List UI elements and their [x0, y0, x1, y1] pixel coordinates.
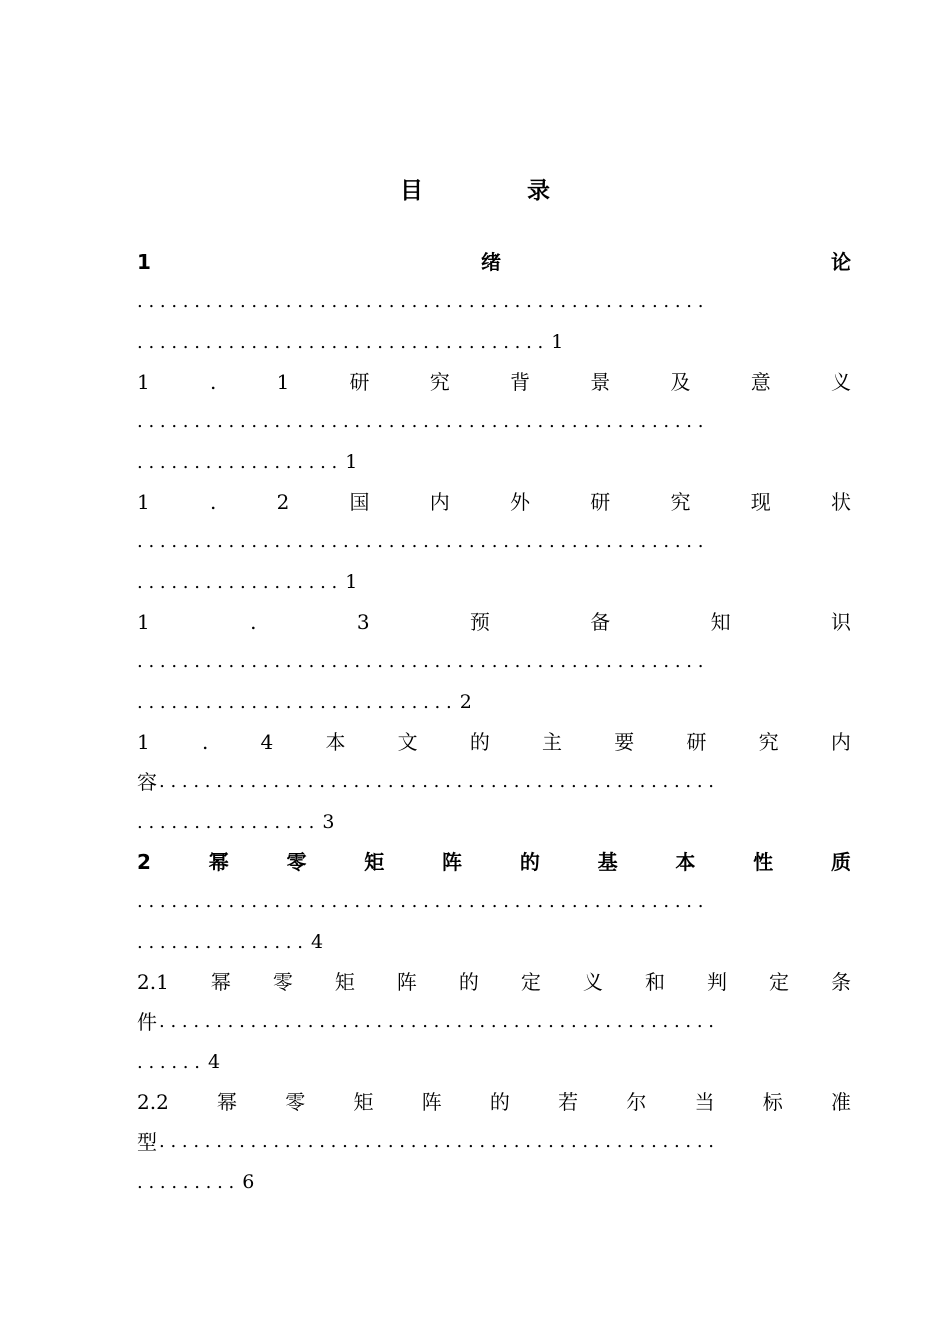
- toc-heading-part: 3: [356, 610, 370, 634]
- toc-heading-part: 究: [670, 490, 691, 514]
- toc-entry-heading[interactable]: [137, 1089, 851, 1115]
- toc-page-number[interactable]: 4: [207, 1051, 221, 1073]
- toc-dot-leader: [137, 769, 851, 795]
- toc-page-line: [137, 689, 472, 715]
- toc-end-dots: . . . . . . . . . . . . . . . . . . . . . . . . . . . .: [137, 692, 452, 713]
- toc-page-line: [137, 929, 323, 955]
- toc-dot-leader: . . . . . . . . . . . . . . . . . . . . . . . . . . . . . . . . . . . . . . . . . . . . . . . . . .: [137, 531, 704, 552]
- toc-heading-part: 1: [137, 730, 150, 754]
- toc-heading-part: 内: [830, 730, 851, 754]
- toc-heading-part: 绪: [480, 250, 501, 274]
- toc-entry-heading[interactable]: [137, 489, 851, 515]
- toc-heading-part: 义: [582, 970, 603, 994]
- toc-heading-part: .: [201, 730, 209, 754]
- toc-heading-part: 究: [429, 370, 450, 394]
- toc-heading-part: 的: [458, 970, 479, 994]
- toc-end-dots: . . . . . . . . . . . . . . .: [137, 932, 303, 953]
- toc-heading-part: 1: [137, 370, 150, 394]
- toc-heading-part: 的: [519, 850, 540, 874]
- toc-heading-part: 识: [830, 610, 851, 634]
- toc-heading-part: 预: [469, 610, 490, 634]
- toc-heading-part: 的: [489, 1090, 510, 1114]
- toc-heading-part: 零: [272, 970, 293, 994]
- toc-page-number[interactable]: 3: [322, 811, 335, 833]
- toc-page-line: [137, 449, 357, 475]
- toc-dot-leader: . . . . . . . . . . . . . . . . . . . . . . . . . . . . . . . . . . . . . . . . . . . . . . . . . .: [137, 891, 704, 912]
- toc-heading-part: 矩: [334, 970, 355, 994]
- toc-heading-part: 文: [397, 730, 418, 754]
- toc-heading-part: .: [209, 370, 217, 394]
- toc-heading-part: 判: [706, 970, 727, 994]
- toc-heading-part: 义: [830, 370, 851, 394]
- toc-page-line: [137, 1169, 254, 1195]
- toc-page-line: [137, 569, 357, 595]
- toc-heading-part: 现: [750, 490, 771, 514]
- toc-heading-part: 意: [750, 370, 771, 394]
- toc-heading-part: 准: [831, 1090, 851, 1114]
- toc-heading-part: 内: [429, 490, 450, 514]
- toc-heading-part: 究: [758, 730, 779, 754]
- toc-heading-part: 1: [276, 370, 290, 394]
- toc-page-line: [137, 329, 563, 355]
- toc-heading-part: 条: [830, 970, 851, 994]
- toc-entry-heading[interactable]: [137, 249, 851, 275]
- toc-heading-part: 外: [510, 490, 530, 514]
- toc-heading-part: 幂: [210, 970, 231, 994]
- toc-heading-part: 1: [137, 250, 151, 274]
- toc-heading-part: 主: [542, 730, 563, 754]
- toc-entry-heading[interactable]: [137, 729, 851, 755]
- toc-dot-leader: [137, 1129, 851, 1155]
- toc-heading-tail: 件: [137, 1010, 157, 1034]
- toc-heading-part: 和: [644, 970, 665, 994]
- toc-heading-part: 矩: [353, 1090, 374, 1114]
- toc-heading-part: 若: [558, 1090, 579, 1114]
- toc-page-number[interactable]: 1: [345, 571, 358, 593]
- toc-heading-part: 2.1: [137, 970, 169, 994]
- toc-heading-part: 零: [286, 850, 307, 874]
- toc-page-number[interactable]: 6: [242, 1171, 255, 1193]
- toc-heading-part: 尔: [626, 1090, 647, 1114]
- toc-page-line: [137, 809, 334, 835]
- toc-heading-part: 标: [762, 1090, 783, 1114]
- toc-heading-part: 研: [590, 490, 611, 514]
- toc-end-dots: . . . . . . . . .: [137, 1172, 235, 1193]
- toc-heading-part: 定: [520, 970, 541, 994]
- toc-entry-heading[interactable]: [137, 609, 851, 635]
- toc-end-dots: . . . . . . . . . . . . . . . . . . . . . . . . . . . . . . . . . . . .: [137, 332, 544, 353]
- toc-heading-tail: 容: [137, 770, 157, 794]
- toc-heading-part: 阵: [421, 1090, 442, 1114]
- toc-heading-part: 国: [349, 490, 370, 514]
- toc-heading-part: 阵: [442, 850, 463, 874]
- toc-entry-heading[interactable]: [137, 849, 851, 875]
- toc-heading-part: 2.2: [137, 1090, 169, 1114]
- toc-heading-part: 论: [830, 250, 851, 274]
- toc-dots: . . . . . . . . . . . . . . . . . . . . . . . . . . . . . . . . . . . . . . . . . . . . . . . . .: [159, 1131, 715, 1152]
- toc-dot-leader: . . . . . . . . . . . . . . . . . . . . . . . . . . . . . . . . . . . . . . . . . . . . . . . . . .: [137, 291, 704, 312]
- toc-heading-part: 知: [710, 610, 731, 634]
- toc-heading-part: 性: [753, 850, 774, 874]
- toc-dot-leader: [137, 1009, 851, 1035]
- toc-entry-heading[interactable]: [137, 369, 851, 395]
- toc-heading-part: 的: [469, 730, 490, 754]
- toc-dots: . . . . . . . . . . . . . . . . . . . . . . . . . . . . . . . . . . . . . . . . . . . . . . . . .: [159, 1011, 715, 1032]
- toc-heading-part: .: [250, 610, 257, 634]
- toc-heading-part: 本: [325, 730, 346, 754]
- toc-heading-part: 定: [768, 970, 789, 994]
- toc-heading-part: 背: [510, 370, 530, 394]
- toc-heading-part: 当: [694, 1090, 715, 1114]
- toc-end-dots: . . . . . . . . . . . . . . . . . .: [137, 572, 338, 593]
- toc-dot-leader: . . . . . . . . . . . . . . . . . . . . . . . . . . . . . . . . . . . . . . . . . . . . . . . . . .: [137, 651, 704, 672]
- toc-page-number[interactable]: 4: [310, 931, 324, 953]
- toc-heading-part: 研: [349, 370, 370, 394]
- toc-heading-part: .: [209, 490, 217, 514]
- toc-heading-part: 矩: [364, 850, 385, 874]
- toc-heading-tail: 型: [137, 1130, 157, 1154]
- toc-heading-part: 基: [597, 850, 618, 874]
- toc-heading-part: 1: [137, 610, 150, 634]
- toc-heading-part: 要: [614, 730, 635, 754]
- toc-heading-part: 景: [590, 370, 611, 394]
- toc-heading-part: 阵: [396, 970, 417, 994]
- toc-page-number[interactable]: 2: [459, 691, 472, 713]
- toc-heading-part: 零: [285, 1090, 306, 1114]
- toc-heading-part: 2: [137, 850, 151, 874]
- toc-heading-part: 1: [137, 490, 150, 514]
- toc-page-number[interactable]: 1: [551, 331, 564, 353]
- toc-heading-part: 2: [276, 490, 290, 514]
- toc-page-line: [137, 1049, 220, 1075]
- toc-title: 目 录: [399, 178, 598, 204]
- toc-heading-part: 本: [675, 850, 696, 874]
- toc-entry-heading[interactable]: [137, 969, 851, 995]
- toc-heading-part: 研: [686, 730, 707, 754]
- toc-heading-part: 备: [590, 610, 611, 634]
- toc-heading-part: 4: [260, 730, 274, 754]
- toc-heading-part: 状: [830, 490, 851, 514]
- toc-end-dots: . . . . . . . . . . . . . . . .: [137, 812, 315, 833]
- toc-end-dots: . . . . . .: [137, 1052, 200, 1073]
- toc-end-dots: . . . . . . . . . . . . . . . . . .: [137, 452, 338, 473]
- toc-dot-leader: . . . . . . . . . . . . . . . . . . . . . . . . . . . . . . . . . . . . . . . . . . . . . . . . . .: [137, 411, 704, 432]
- toc-dots: . . . . . . . . . . . . . . . . . . . . . . . . . . . . . . . . . . . . . . . . . . . . . . . . .: [159, 771, 715, 792]
- toc-heading-part: 质: [830, 850, 851, 874]
- toc-page-number[interactable]: 1: [345, 451, 358, 473]
- toc-heading-part: 幂: [208, 850, 229, 874]
- toc-heading-part: 幂: [217, 1090, 238, 1114]
- toc-heading-part: 及: [670, 370, 691, 394]
